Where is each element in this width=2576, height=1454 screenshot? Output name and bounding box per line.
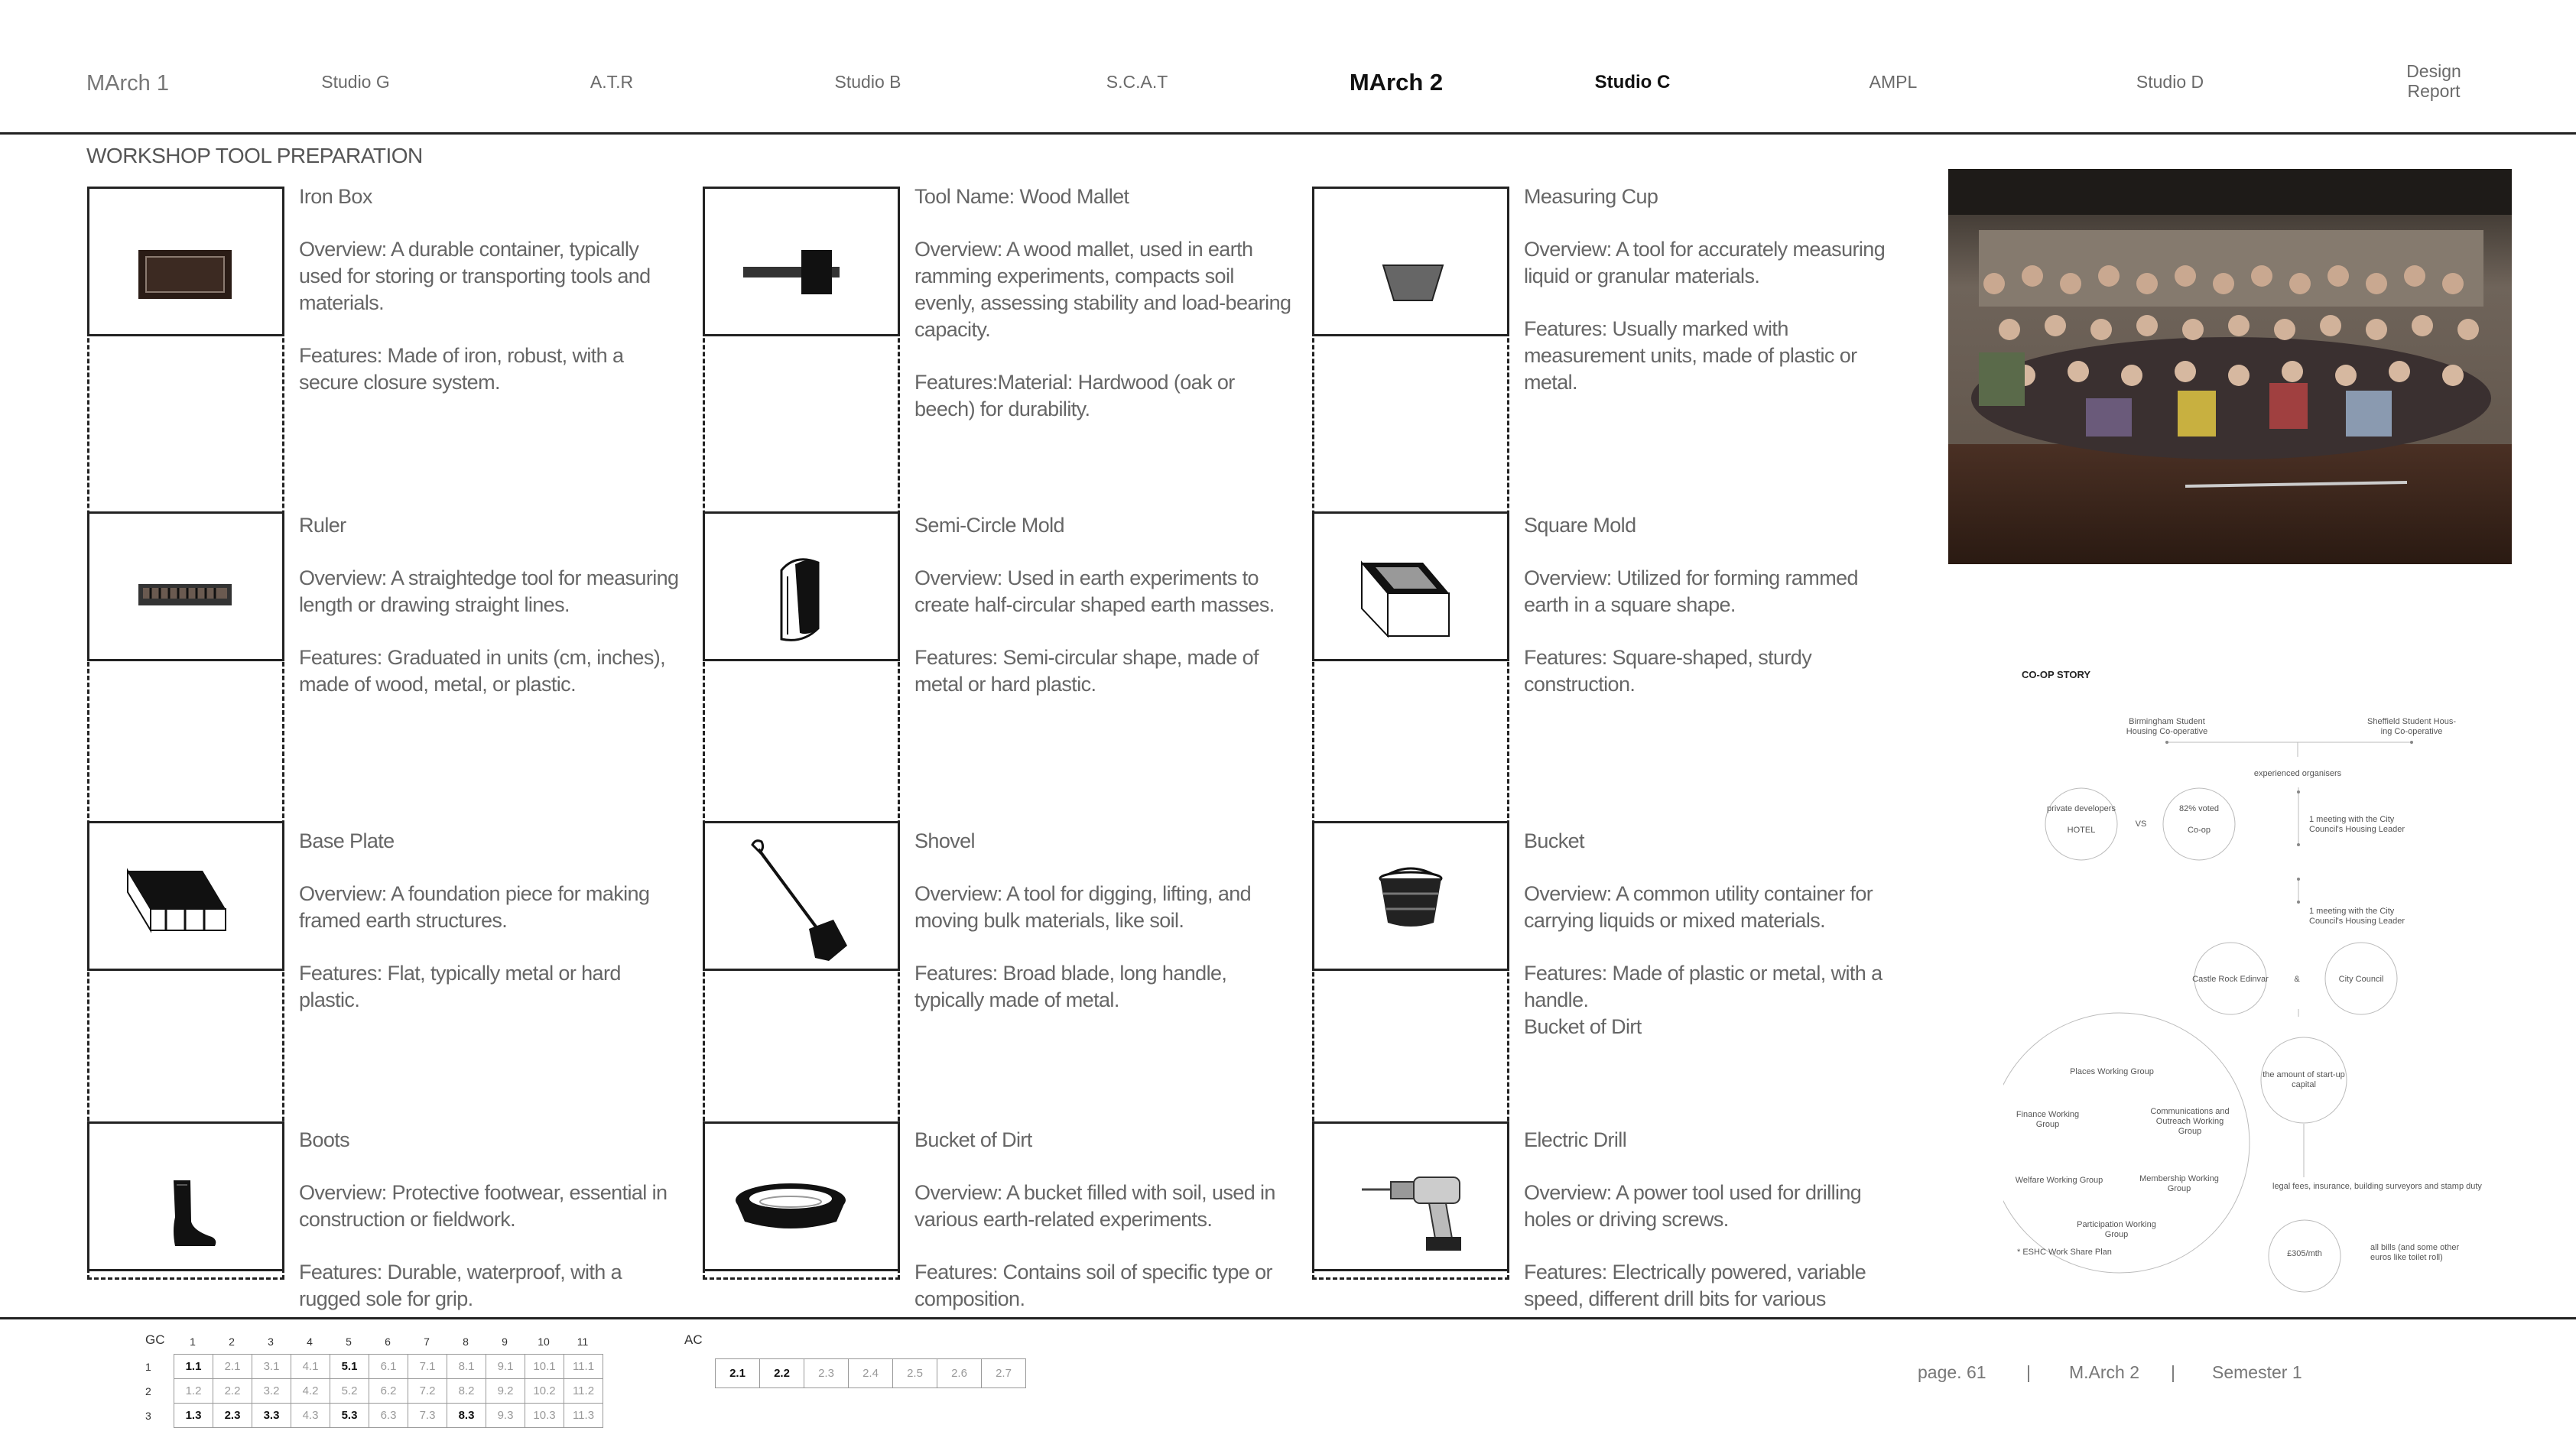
ac-cell: 2.5 (893, 1359, 937, 1388)
tool-features: Features: Semi-circular shape, made of metal or hard plastic. (914, 646, 1259, 696)
gc-column-header: 9 (502, 1336, 508, 1348)
gc-column-header: 1 (190, 1336, 196, 1348)
coop-welfare-group: Welfare Working Group (2015, 1176, 2103, 1185)
gc-cell: 4.2 (291, 1379, 330, 1404)
coop-birmingham (2126, 717, 2207, 737)
tool-overview: Overview: Protective footwear, essential in construction or fieldwork. (299, 1181, 668, 1231)
nav-studio-d[interactable]: Studio D (2136, 72, 2204, 92)
coop-startup-line2: capital (2292, 1080, 2316, 1089)
tool-overview: Overview: A foundation piece for making framed earth structures. (299, 882, 650, 932)
coop-membership-group (2139, 1174, 2219, 1194)
coop-membership-line1: Membership Working (2139, 1174, 2219, 1183)
shovel-icon (705, 823, 898, 969)
tool-name: Tool Name: Wood Mallet (914, 185, 1129, 208)
coop-bills-line1: all bills (and some other (2370, 1243, 2460, 1252)
gc-column-header: 4 (307, 1336, 313, 1348)
gc-column-header: 3 (268, 1336, 274, 1348)
ac-cell: 2.2 (760, 1359, 804, 1388)
group-photo-image (1948, 169, 2512, 564)
tool-extra: Bucket of Dirt (1524, 1015, 1642, 1038)
ac-cell: 2.1 (716, 1359, 760, 1388)
gc-column-header: 11 (577, 1336, 589, 1348)
footer-page-number: page. 61 (1918, 1362, 1986, 1382)
gc-cell: 2.1 (213, 1355, 252, 1379)
coop-diagram-lines (2003, 657, 2493, 1315)
tool-features: Features: Electrically powered, variable speed, different drill bits for various (1524, 1261, 1866, 1310)
gc-row-label: 1 (145, 1361, 151, 1373)
gc-cell: 9.3 (486, 1404, 525, 1428)
ac-label: AC (684, 1332, 703, 1347)
top-navigation (0, 0, 2576, 135)
tool-name: Bucket of Dirt (914, 1128, 1032, 1151)
gc-column-header: 6 (385, 1336, 391, 1348)
coop-participation-line2: Group (2104, 1230, 2129, 1239)
tool-features: Features: Made of plastic or metal, with a handle. (1524, 962, 1882, 1011)
tool-overview: Overview: A tool for digging, lifting, and moving bulk materials, like soil. (914, 882, 1252, 932)
coop-vs: VS (2135, 819, 2147, 829)
gc-cell: 6.3 (369, 1404, 408, 1428)
coop-sheffield-line2: ing Co-operative (2380, 727, 2443, 736)
coop-title: CO-OP STORY (2022, 669, 2091, 680)
tool-features: Features: Made of iron, robust, with a secure closure system. (299, 344, 624, 394)
coop-places-group: Places Working Group (2070, 1067, 2154, 1076)
tool-text-shovel (914, 828, 1297, 1040)
gc-column-header: 7 (424, 1336, 430, 1348)
gc-table-row (174, 1355, 603, 1379)
tool-image-square-mold (1312, 511, 1509, 661)
tool-overview: Overview: A common utility container for carrying liquids or mixed materials. (1524, 882, 1873, 932)
gc-cell: 3.1 (252, 1355, 291, 1379)
footer-separator: | (2026, 1362, 2031, 1382)
gc-cell: 6.2 (369, 1379, 408, 1404)
coop-meeting-2 (2309, 907, 2405, 927)
nav-scat[interactable]: S.C.A.T (1106, 72, 1168, 92)
gc-cell: 7.1 (408, 1355, 447, 1379)
tool-features: Features: Durable, waterproof, with a rugged sole for grip. (299, 1261, 622, 1310)
tool-overview: Overview: Used in earth experiments to create half-circular shaped earth masses. (914, 566, 1275, 616)
gc-cell: 10.2 (525, 1379, 564, 1404)
gc-column-header: 8 (463, 1336, 469, 1348)
coop-castle-rock: Castle Rock Edinvar (2192, 975, 2269, 984)
ac-cell: 2.6 (937, 1359, 982, 1388)
base-plate-icon (89, 823, 282, 969)
tool-column-1-outline (87, 187, 284, 1280)
gc-cell: 10.3 (525, 1404, 564, 1428)
gc-label: GC (145, 1332, 165, 1347)
tool-overview: Overview: A power tool used for drilling holes or driving screws. (1524, 1181, 1862, 1231)
gc-cell: 2.2 (213, 1379, 252, 1404)
coop-meeting-1-line1: 1 meeting with the City (2309, 815, 2395, 824)
nav-ampl[interactable]: AMPL (1869, 72, 1918, 92)
coop-participation-group (2077, 1220, 2156, 1240)
coop-hotel: HOTEL (2067, 826, 2096, 835)
tool-text-bucket (1524, 828, 1906, 1066)
gc-cell: 9.2 (486, 1379, 525, 1404)
tool-text-bucket-of-dirt (914, 1127, 1297, 1339)
gc-row-label: 2 (145, 1385, 151, 1397)
tool-name: Shovel (914, 829, 975, 852)
ruler-icon (89, 514, 282, 659)
coop-startup-line1: the amount of start-up (2263, 1070, 2345, 1079)
gc-cell: 4.1 (291, 1355, 330, 1379)
coop-voted: 82% voted (2179, 804, 2219, 813)
tool-name: Boots (299, 1128, 350, 1151)
group-photo (1948, 169, 2512, 564)
tool-image-boots (87, 1121, 284, 1271)
ac-cell: 2.7 (982, 1359, 1026, 1388)
gc-cell: 4.3 (291, 1404, 330, 1428)
coop-city-council: City Council (2338, 975, 2384, 984)
coop-sheffield-line1: Sheffield Student Hous- (2367, 717, 2456, 726)
coop-comms-line3: Group (2178, 1127, 2202, 1136)
coop-meeting-2-line2: Council's Housing Leader (2309, 917, 2405, 926)
gc-cell: 7.3 (408, 1404, 447, 1428)
gc-cell: 6.1 (369, 1355, 408, 1379)
coop-eshc-plan: * ESHC Work Share Plan (2017, 1248, 2112, 1257)
ac-cell: 2.4 (849, 1359, 893, 1388)
coop-rent: £305/mth (2287, 1249, 2322, 1258)
gc-cell: 1.3 (174, 1404, 213, 1428)
tool-name: Iron Box (299, 185, 372, 208)
gc-cell: 8.1 (447, 1355, 486, 1379)
coop-startup (2263, 1070, 2345, 1090)
tool-text-boots (299, 1127, 681, 1339)
footer-separator: | (2171, 1362, 2175, 1382)
coop-meeting-2-line1: 1 meeting with the City (2309, 907, 2395, 916)
tool-text-iron-box (299, 183, 681, 422)
coop-private: private developers (2047, 804, 2116, 813)
tool-image-electric-drill (1312, 1121, 1509, 1271)
gc-cell: 5.1 (330, 1355, 369, 1379)
gc-column-header: 5 (346, 1336, 352, 1348)
tool-text-base-plate (299, 828, 681, 1040)
tool-name: Base Plate (299, 829, 395, 852)
tool-features: Features: Flat, typically metal or hard plastic. (299, 962, 621, 1011)
gc-cell: 5.2 (330, 1379, 369, 1404)
coop-birmingham-line2: Housing Co-operative (2126, 727, 2208, 736)
gc-cell: 11.2 (564, 1379, 603, 1404)
coop-meeting-1-line2: Council's Housing Leader (2309, 825, 2405, 834)
gc-grade-table (174, 1354, 603, 1428)
gc-cell: 7.2 (408, 1379, 447, 1404)
coop-bills-line2: euros like toilet roll) (2370, 1253, 2443, 1262)
gc-cell: 9.1 (486, 1355, 525, 1379)
gc-cell: 1.1 (174, 1355, 213, 1379)
square-mold-icon (1314, 514, 1507, 659)
tool-features: Features:Material: Hardwood (oak or beech) for durability. (914, 371, 1235, 420)
coop-ampersand: & (2294, 975, 2300, 984)
coop-legal-fees: legal fees, insurance, building surveyors and stamp duty (2272, 1182, 2482, 1191)
tool-name: Ruler (299, 514, 346, 537)
gc-column-header: 10 (538, 1336, 550, 1348)
mallet-icon (705, 189, 898, 334)
tool-name: Semi-Circle Mold (914, 514, 1064, 537)
coop-birmingham-line1: Birmingham Student (2129, 717, 2205, 726)
footer-divider (0, 1317, 2576, 1319)
measuring-cup-icon (1314, 189, 1507, 334)
coop-comms-group (2150, 1107, 2229, 1137)
coop-coop: Co-op (2188, 826, 2211, 835)
nav-atr[interactable]: A.T.R (590, 72, 634, 92)
gc-column-header: 2 (229, 1336, 235, 1348)
tool-image-semi-circle-mold (703, 511, 900, 661)
coop-meeting-1 (2309, 815, 2405, 835)
tool-column-2-outline (703, 187, 900, 1280)
nav-design-report[interactable] (2406, 61, 2461, 101)
coop-comms-line2: Outreach Working (2155, 1117, 2224, 1126)
tool-text-semi-circle-mold (914, 512, 1297, 724)
tool-overview: Overview: A wood mallet, used in earth ramming experiments, compacts soil evenly, assessing stability and load-bearing capacity. (914, 238, 1291, 341)
gc-cell: 8.3 (447, 1404, 486, 1428)
gc-cell: 5.3 (330, 1404, 369, 1428)
tool-image-shovel (703, 821, 900, 971)
gc-row-label: 3 (145, 1410, 151, 1422)
boot-icon (89, 1124, 282, 1269)
coop-story-diagram (2003, 657, 2493, 1315)
iron-box-icon (89, 189, 282, 334)
coop-membership-line2: Group (2167, 1184, 2191, 1193)
gc-table-row (174, 1379, 603, 1404)
tool-features: Features: Graduated in units (cm, inches), made of wood, metal, or plastic. (299, 646, 666, 696)
semi-circle-mold-icon (705, 514, 898, 659)
coop-finance-group (2016, 1110, 2079, 1130)
nav-march2[interactable]: MArch 2 (1349, 69, 1444, 96)
coop-participation-line1: Participation Working (2077, 1220, 2156, 1229)
tool-features: Features: Contains soil of specific type or composition. (914, 1261, 1272, 1310)
tool-overview: Overview: A tool for accurately measuring liquid or granular materials. (1524, 238, 1886, 287)
coop-experienced: experienced organisers (2253, 769, 2342, 778)
tool-name: Measuring Cup (1524, 185, 1658, 208)
coop-finance-line1: Finance Working (2016, 1110, 2080, 1119)
gc-table-row (174, 1404, 603, 1428)
footer-course: M.Arch 2 (2069, 1362, 2140, 1382)
gc-cell: 10.1 (525, 1355, 564, 1379)
tool-name: Bucket (1524, 829, 1584, 852)
tool-image-ruler (87, 511, 284, 661)
gc-cell: 3.3 (252, 1404, 291, 1428)
tool-image-measuring-cup (1312, 187, 1509, 336)
drill-icon (1314, 1124, 1507, 1269)
dirt-tray-icon (705, 1124, 898, 1269)
tool-image-bucket-of-dirt (703, 1121, 900, 1271)
nav-design-report-line2: Report (2407, 81, 2461, 101)
nav-design-report-line1: Design (2406, 61, 2461, 81)
gc-cell: 1.2 (174, 1379, 213, 1404)
ac-cell: 2.3 (804, 1359, 849, 1388)
tool-features: Features: Square-shaped, sturdy construction. (1524, 646, 1812, 696)
tool-overview: Overview: Utilized for forming rammed earth in a square shape. (1524, 566, 1858, 616)
section-title: WORKSHOP TOOL PREPARATION (86, 144, 423, 167)
tool-overview: Overview: A bucket filled with soil, used in various earth-related experiments. (914, 1181, 1275, 1231)
footer-semester: Semester 1 (2212, 1362, 2302, 1382)
tool-image-base-plate (87, 821, 284, 971)
bucket-icon (1314, 823, 1507, 969)
tool-features: Features: Broad blade, long handle, typically made of metal. (914, 962, 1227, 1011)
coop-comms-line1: Communications and (2150, 1107, 2230, 1116)
tool-image-wood-mallet (703, 187, 900, 336)
tool-name: Square Mold (1524, 514, 1636, 537)
tool-overview: Overview: A straightedge tool for measuring length or drawing straight lines. (299, 566, 679, 616)
coop-sheffield (2367, 717, 2456, 737)
ac-grade-table (715, 1358, 1026, 1388)
tool-text-square-mold (1524, 512, 1906, 724)
coop-finance-line2: Group (2035, 1120, 2060, 1129)
ac-table-row (716, 1359, 1026, 1388)
nav-studio-b[interactable]: Studio B (834, 72, 901, 92)
tool-overview: Overview: A durable container, typically used for storing or transporting tools and materials. (299, 238, 651, 314)
nav-studio-g[interactable]: Studio G (321, 72, 390, 92)
gc-cell: 3.2 (252, 1379, 291, 1404)
gc-cell: 2.3 (213, 1404, 252, 1428)
tool-column-3-outline (1312, 187, 1509, 1280)
tool-name: Electric Drill (1524, 1128, 1627, 1151)
tool-image-bucket (1312, 821, 1509, 971)
coop-bills (2370, 1243, 2459, 1263)
tool-image-iron-box (87, 187, 284, 336)
nav-march1[interactable]: MArch 1 (86, 71, 169, 96)
nav-studio-c[interactable]: Studio C (1594, 72, 1671, 92)
gc-cell: 11.1 (564, 1355, 603, 1379)
tool-text-measuring-cup (1524, 183, 1906, 422)
tool-text-ruler (299, 512, 681, 724)
gc-cell: 11.3 (564, 1404, 603, 1428)
gc-cell: 8.2 (447, 1379, 486, 1404)
tool-text-wood-mallet (914, 183, 1297, 449)
tool-features: Features: Usually marked with measurement units, made of plastic or metal. (1524, 317, 1857, 394)
tool-text-electric-drill (1524, 1127, 1906, 1339)
